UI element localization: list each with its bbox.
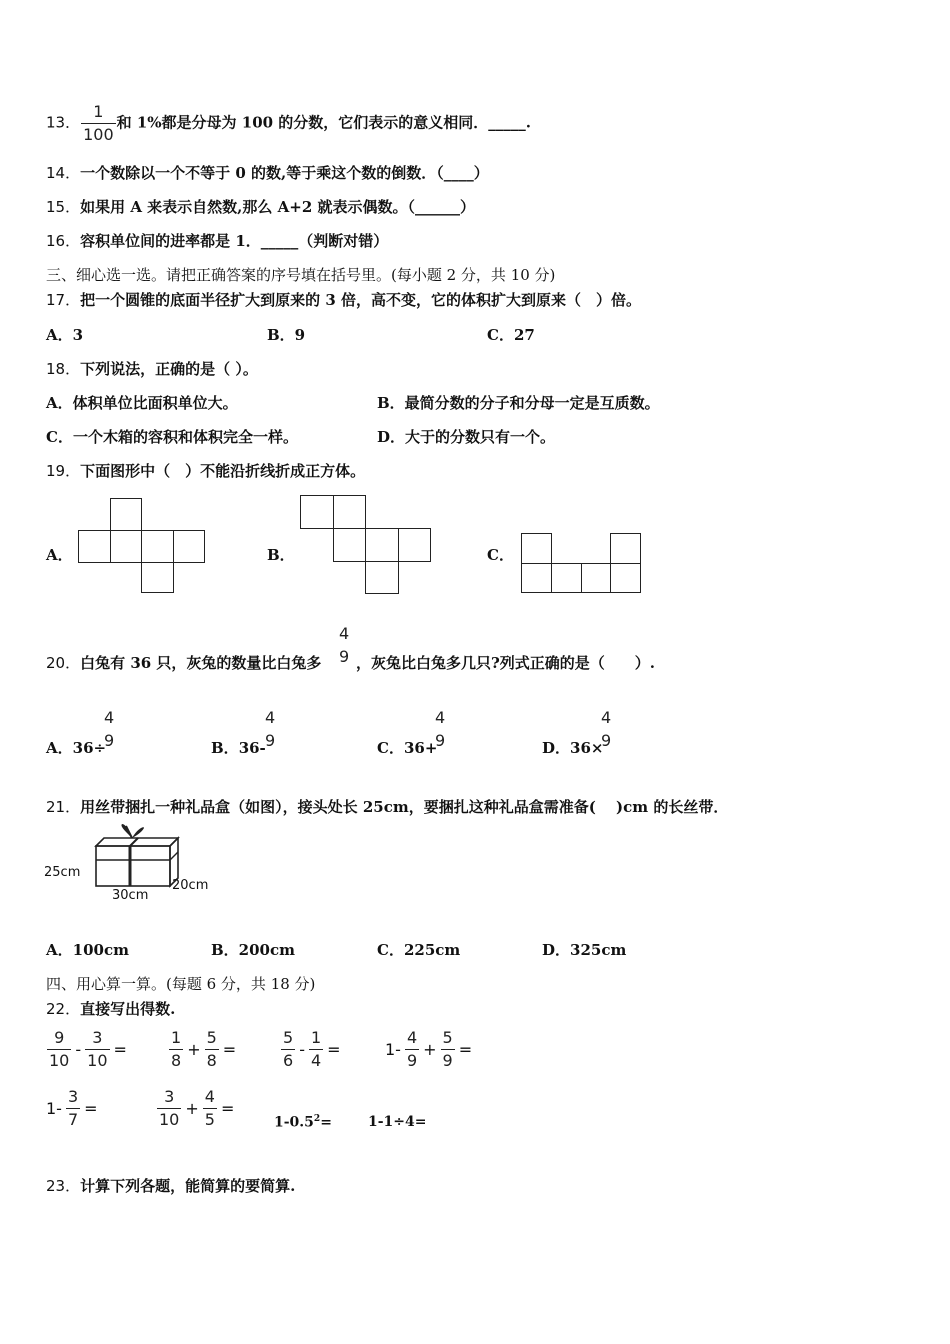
net-square bbox=[141, 530, 174, 563]
net-square bbox=[365, 528, 399, 562]
net-square bbox=[173, 530, 205, 563]
length-label: 30cm bbox=[112, 888, 149, 903]
calc-item-5: 1- $\frac{3}{7}$ = bbox=[46, 1087, 98, 1129]
net-square bbox=[365, 561, 399, 594]
fraction: $\frac{4}{9}$ bbox=[339, 624, 350, 666]
option-c: C．225cm bbox=[377, 941, 461, 959]
option-b: B．200cm bbox=[211, 941, 295, 959]
section-4-title: 四、用心算一算。(每题 6 分，共 18 分) bbox=[46, 975, 316, 993]
question-text: 用丝带捆扎一种礼品盒（如图），接头处长 25cm，要捆扎这种礼品盒需准备( )cm 的长丝带． bbox=[80, 798, 729, 816]
question-14 bbox=[46, 162, 489, 183]
net-square bbox=[521, 533, 552, 564]
option-d: D．325cm bbox=[542, 941, 627, 959]
question-17 bbox=[46, 289, 641, 310]
net-square bbox=[333, 528, 366, 562]
option-c: C．一个木箱的容积和体积完全一样。 bbox=[46, 428, 298, 446]
net-square bbox=[333, 495, 366, 529]
fraction: $\frac{4}{9}$ bbox=[104, 708, 115, 750]
question-text: 下面图形中（ ）不能沿折线折成正方体。 bbox=[80, 462, 366, 480]
question-number: 20． bbox=[46, 654, 81, 672]
question-13 bbox=[46, 104, 531, 143]
question-21 bbox=[46, 796, 728, 817]
option-b: B．9 bbox=[267, 326, 306, 344]
figure-c-label: C． bbox=[487, 546, 514, 564]
question-number: 17． bbox=[46, 291, 81, 309]
height-label: 25cm bbox=[44, 865, 81, 880]
figure-b-label: B． bbox=[267, 546, 295, 564]
net-square bbox=[110, 498, 142, 531]
question-text-a: 白兔有 36 只，灰兔的数量比白兔多 bbox=[80, 654, 322, 672]
question-number: 16． bbox=[46, 232, 81, 250]
question-18 bbox=[46, 358, 258, 379]
option-a: A．体积单位比面积单位大。 bbox=[46, 394, 238, 412]
option-b: B．最简分数的分子和分母一定是互质数。 bbox=[377, 394, 660, 412]
calc-item-7: $1-0.5^2=$ bbox=[274, 1114, 332, 1131]
option-c: C．27 bbox=[487, 326, 535, 344]
fraction: $\frac{4}{9}$ bbox=[265, 708, 276, 750]
fraction: $\frac{1}{100}$ bbox=[83, 102, 114, 144]
fraction: $\frac{4}{9}$ bbox=[601, 708, 612, 750]
calc-item-4: 1- $\frac{4}{9}$ + $\frac{5}{9}$ = bbox=[385, 1028, 473, 1070]
question-number: 21． bbox=[46, 798, 81, 816]
question-16 bbox=[46, 230, 388, 251]
question-text: 一个数除以一个不等于 0 的数,等于乘这个数的倒数．（____） bbox=[80, 164, 489, 182]
net-square bbox=[521, 563, 552, 593]
net-square bbox=[78, 530, 111, 563]
calc-item-8: 1-1÷4= bbox=[368, 1114, 427, 1130]
option-a: A．100cm bbox=[46, 941, 129, 959]
option-d: D．大于的分数只有一个。 bbox=[377, 428, 556, 446]
question-text-b: ，灰兔比白兔多几只?列式正确的是（ ）. bbox=[356, 654, 656, 672]
question-text: 下列说法，正确的是（ ）。 bbox=[80, 360, 258, 378]
question-19 bbox=[46, 460, 365, 481]
net-square bbox=[398, 528, 431, 562]
calc-item-1: $\frac{9}{10}$ - $\frac{3}{10}$ = bbox=[49, 1028, 127, 1070]
net-square bbox=[300, 495, 334, 529]
question-number: 18． bbox=[46, 360, 81, 378]
question-number: 13． bbox=[46, 113, 81, 132]
option-c: C．36+ bbox=[377, 739, 438, 757]
question-number: 19． bbox=[46, 462, 81, 480]
option-b: B．36- bbox=[211, 739, 266, 757]
section-3-title: 三、细心选一选。请把正确答案的序号填在括号里。(每小题 2 分，共 10 分) bbox=[46, 266, 556, 284]
net-square bbox=[581, 563, 611, 593]
question-text: 把一个圆锥的底面半径扩大到原来的 3 倍，高不变，它的体积扩大到原来（ ）倍。 bbox=[80, 291, 641, 309]
net-square bbox=[610, 533, 641, 564]
net-square bbox=[551, 563, 582, 593]
fraction: $\frac{4}{9}$ bbox=[435, 708, 446, 750]
option-a: A．3 bbox=[46, 326, 84, 344]
figure-a-label: A． bbox=[46, 546, 73, 564]
calc-item-6: $\frac{3}{10}$ + $\frac{4}{5}$ = bbox=[159, 1087, 235, 1129]
question-number: 23． bbox=[46, 1177, 81, 1195]
width-label: 20cm bbox=[172, 878, 209, 893]
question-number: 22． bbox=[46, 1000, 81, 1018]
question-number: 15． bbox=[46, 198, 81, 216]
net-square bbox=[141, 562, 174, 593]
question-text: 和 1%都是分母为 100 的分数，它们表示的意义相同．_____. bbox=[116, 113, 532, 132]
question-text: 计算下列各题，能简算的要简算. bbox=[80, 1177, 296, 1195]
question-number: 14． bbox=[46, 164, 81, 182]
question-20 bbox=[46, 652, 321, 673]
gift-box-figure bbox=[40, 822, 220, 912]
question-text: 如果用 A 来表示自然数,那么 A+2 就表示偶数。（______） bbox=[80, 198, 475, 216]
option-a: A．36÷ bbox=[46, 739, 107, 757]
net-square bbox=[610, 563, 641, 593]
question-23 bbox=[46, 1175, 295, 1196]
question-text: 容积单位间的进率都是 1．_____（判断对错） bbox=[80, 232, 389, 250]
question-15 bbox=[46, 196, 475, 217]
calc-item-2: $\frac{1}{8}$ + $\frac{5}{8}$ = bbox=[171, 1028, 237, 1070]
option-d: D．36× bbox=[542, 739, 604, 757]
question-22 bbox=[46, 998, 175, 1019]
question-text: 直接写出得数. bbox=[80, 1000, 176, 1018]
net-square bbox=[110, 530, 142, 563]
calc-item-3: $\frac{5}{6}$ - $\frac{1}{4}$ = bbox=[283, 1028, 341, 1070]
